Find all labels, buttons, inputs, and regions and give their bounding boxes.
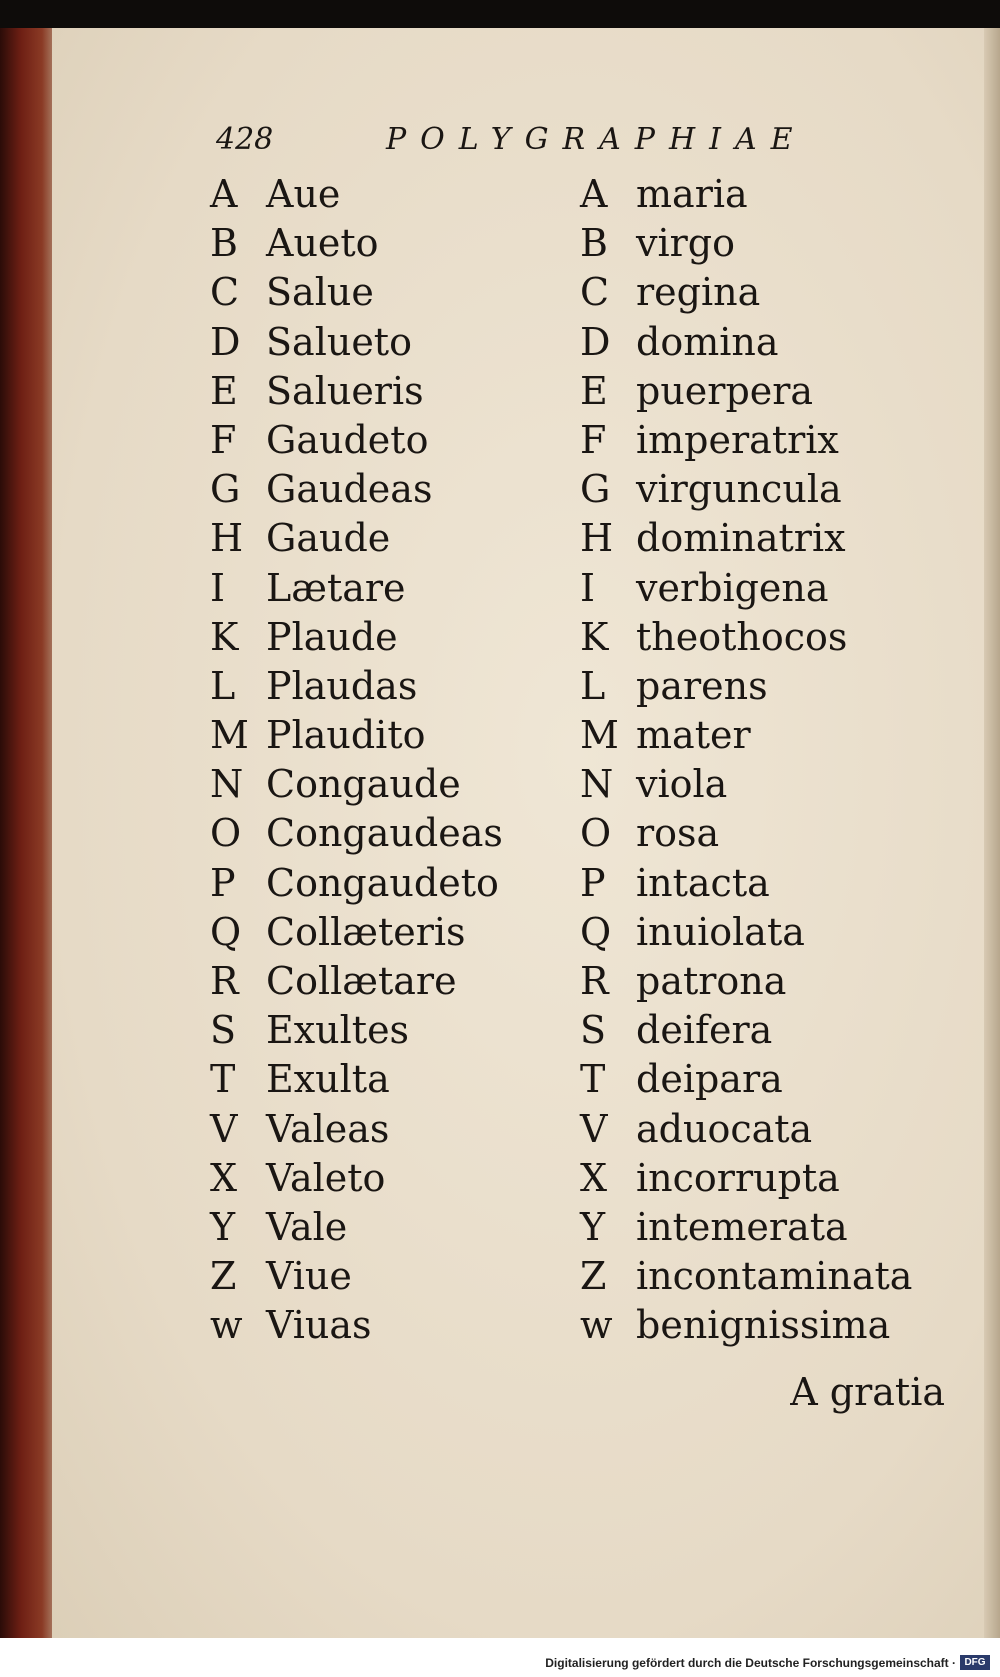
cipher-row — [580, 1105, 912, 1154]
cipher-letter: K — [210, 614, 239, 659]
cipher-letter: B — [580, 221, 608, 266]
cipher-word: Salue — [266, 270, 374, 315]
cipher-letter: G — [210, 467, 241, 512]
cipher-letter: Q — [210, 909, 242, 954]
cipher-row — [580, 760, 912, 809]
cipher-word: Gaude — [266, 516, 391, 561]
cipher-letter: M — [210, 713, 249, 758]
cipher-letter: I — [210, 565, 226, 610]
cipher-row — [210, 662, 503, 711]
page-number: 428 — [216, 122, 274, 157]
cipher-letter: Q — [580, 909, 612, 954]
cipher-word: viola — [636, 762, 728, 807]
left-column — [210, 170, 503, 1351]
cipher-row — [210, 613, 503, 662]
cipher-word: theothocos — [636, 614, 848, 659]
cipher-word: Vale — [266, 1204, 348, 1249]
cipher-row — [210, 1154, 503, 1203]
dfg-logo: DFG — [960, 1655, 990, 1670]
cipher-letter: G — [580, 467, 611, 512]
cipher-letter: H — [580, 516, 614, 561]
cipher-letter: C — [210, 270, 240, 315]
cipher-row — [210, 170, 503, 219]
cipher-letter: A — [580, 172, 608, 216]
cipher-word: imperatrix — [636, 417, 839, 462]
cipher-word: regina — [636, 270, 761, 315]
cipher-word: Congaudeto — [266, 860, 499, 905]
cipher-word: mater — [636, 713, 751, 758]
cipher-row — [210, 268, 503, 317]
cipher-word: Collæteris — [266, 909, 466, 954]
cipher-letter: S — [580, 1008, 607, 1053]
cipher-row — [580, 564, 912, 613]
cipher-letter: Y — [580, 1204, 606, 1249]
cipher-letter: V — [210, 1106, 238, 1151]
cipher-row — [210, 1203, 503, 1252]
cipher-word: Plaudas — [266, 663, 418, 708]
page-right-edge — [984, 28, 1000, 1638]
cipher-word: Congaudeas — [266, 811, 503, 856]
cipher-letter: Y — [210, 1204, 236, 1249]
cipher-word: Valeas — [266, 1106, 390, 1151]
cipher-row — [210, 465, 503, 514]
cipher-row — [210, 1252, 503, 1301]
cipher-row — [580, 367, 912, 416]
cipher-row — [580, 465, 912, 514]
cipher-row — [210, 514, 503, 563]
cipher-word: patrona — [636, 959, 787, 1003]
cipher-row — [210, 318, 503, 367]
cipher-word: dominatrix — [636, 516, 846, 561]
cipher-word: deipara — [636, 1057, 783, 1102]
cipher-letter: N — [580, 762, 614, 807]
cipher-letter: T — [210, 1057, 236, 1102]
cipher-row — [210, 416, 503, 465]
cipher-row — [580, 1252, 912, 1301]
cipher-row — [210, 760, 503, 809]
cipher-word: parens — [636, 663, 768, 708]
cipher-letter: O — [580, 811, 612, 856]
cipher-word: Plaudito — [266, 713, 426, 758]
cipher-letter: w — [210, 1303, 243, 1348]
cipher-letter: P — [210, 860, 236, 905]
cipher-row — [210, 809, 503, 858]
cipher-row — [210, 1055, 503, 1104]
cipher-row — [580, 613, 912, 662]
cipher-row — [210, 859, 503, 908]
cipher-letter: A — [210, 172, 238, 216]
cipher-letter: V — [580, 1106, 608, 1151]
cipher-letter: O — [210, 811, 242, 856]
cipher-word: intacta — [636, 860, 770, 905]
cipher-word: Exulta — [266, 1057, 390, 1102]
cipher-word: Collætare — [266, 959, 457, 1003]
footer-credit: Digitalisierung gefördert durch die Deutsche Forschungsgemeinschaft · — [545, 1656, 956, 1670]
cipher-letter: L — [210, 663, 236, 708]
cipher-word: Gaudeas — [266, 467, 433, 512]
cipher-word: Congaude — [266, 762, 461, 807]
cipher-row — [210, 367, 503, 416]
cipher-word: inuiolata — [636, 909, 805, 954]
cipher-row — [580, 514, 912, 563]
cipher-letter: D — [580, 319, 611, 364]
cipher-letter: X — [210, 1155, 238, 1200]
cipher-letter: M — [580, 713, 619, 758]
cipher-row — [580, 1154, 912, 1203]
cipher-row — [580, 662, 912, 711]
cipher-row — [580, 1301, 912, 1350]
cipher-letter: L — [580, 663, 606, 708]
cipher-row — [580, 711, 912, 760]
cipher-word: Salueto — [266, 319, 412, 364]
cipher-letter: w — [580, 1303, 613, 1348]
right-column — [580, 170, 912, 1351]
cipher-word: Viue — [266, 1254, 352, 1299]
cipher-word: Lætare — [266, 565, 406, 610]
catchword: A gratia — [790, 1370, 945, 1414]
cipher-row — [580, 1055, 912, 1104]
cipher-word: Plaude — [266, 614, 398, 659]
cipher-word: deifera — [636, 1008, 773, 1053]
cipher-letter: X — [580, 1155, 608, 1200]
cipher-row — [580, 268, 912, 317]
cipher-word: aduocata — [636, 1106, 813, 1151]
page-header — [216, 122, 816, 166]
cipher-letter: N — [210, 762, 244, 807]
cipher-letter: B — [210, 221, 238, 266]
cipher-word: rosa — [636, 811, 720, 856]
cipher-word: Viuas — [266, 1303, 372, 1348]
cipher-row — [580, 1006, 912, 1055]
cipher-word: verbigena — [636, 565, 829, 610]
cipher-letter: D — [210, 319, 241, 364]
cipher-word: Exultes — [266, 1008, 410, 1053]
cipher-word: benignissima — [636, 1303, 891, 1348]
cipher-row — [580, 809, 912, 858]
cipher-word: incontaminata — [636, 1254, 913, 1299]
cipher-row — [210, 711, 503, 760]
cipher-word: Aueto — [266, 221, 379, 266]
cipher-letter: F — [580, 417, 607, 462]
cipher-row — [580, 908, 912, 957]
cipher-word: intemerata — [636, 1204, 848, 1249]
cipher-word: domina — [636, 319, 779, 364]
cipher-letter: P — [580, 860, 606, 905]
cipher-word: incorrupta — [636, 1155, 840, 1200]
cipher-row — [580, 170, 912, 219]
cipher-row — [210, 1105, 503, 1154]
cipher-row — [580, 219, 912, 268]
cipher-letter: S — [210, 1008, 237, 1053]
cipher-row — [580, 957, 912, 1006]
cipher-letter: T — [580, 1057, 606, 1102]
cipher-letter: H — [210, 516, 244, 561]
cipher-row — [210, 1006, 503, 1055]
cipher-letter: Z — [210, 1254, 237, 1299]
cipher-word: Valeto — [266, 1155, 386, 1200]
cipher-letter: F — [210, 417, 237, 462]
cipher-row — [580, 1203, 912, 1252]
cipher-word: virguncula — [636, 467, 842, 512]
cipher-word: puerpera — [636, 368, 814, 413]
cipher-letter: E — [580, 368, 608, 413]
cipher-letter: Z — [580, 1254, 607, 1299]
cipher-row — [210, 564, 503, 613]
cipher-letter: R — [580, 959, 609, 1003]
running-title: POLYGRAPHIAE — [386, 122, 807, 157]
cipher-word: virgo — [636, 221, 735, 266]
cipher-row — [210, 219, 503, 268]
cipher-word: Salueris — [266, 368, 424, 413]
book-spine-edge — [0, 28, 60, 1638]
cipher-word: Gaudeto — [266, 417, 429, 462]
cipher-row — [210, 1301, 503, 1350]
cipher-row — [580, 318, 912, 367]
cipher-letter: I — [580, 565, 596, 610]
cipher-row — [580, 859, 912, 908]
cipher-row — [580, 416, 912, 465]
cipher-letter: E — [210, 368, 238, 413]
cipher-word: Aue — [266, 172, 341, 216]
cipher-letter: C — [580, 270, 610, 315]
cipher-row — [210, 908, 503, 957]
cipher-letter: R — [210, 959, 239, 1003]
cipher-letter: K — [580, 614, 609, 659]
cipher-row — [210, 957, 503, 1006]
cipher-word: maria — [636, 172, 748, 216]
